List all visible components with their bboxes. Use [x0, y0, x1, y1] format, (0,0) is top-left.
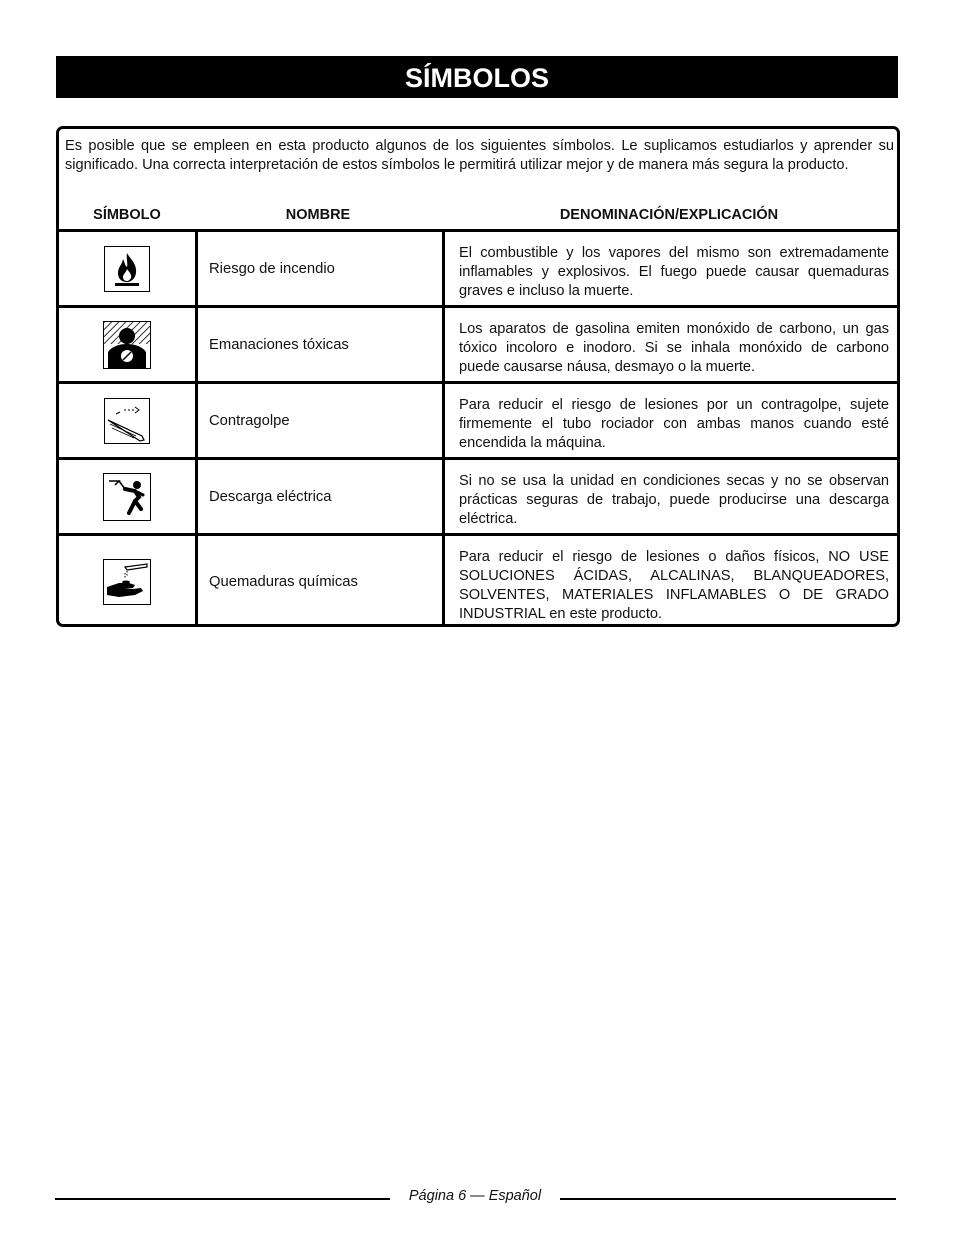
page-title: SÍMBOLOS: [56, 56, 898, 98]
symbol-cell: [59, 536, 198, 627]
chemical-burn-icon: [103, 559, 151, 605]
table-row: [59, 533, 897, 627]
row-description: Los aparatos de gasolina emiten monóxido de carbono, un gas tóxico incoloro e inodoro. Si se inhala monóxido de carbono puede causarse náusa, desmayo o la muerte.: [459, 321, 889, 375]
table-row: [59, 229, 897, 305]
symbol-cell: [59, 460, 198, 533]
symbol-cell: [59, 308, 198, 381]
header-name: NOMBRE: [285, 207, 351, 223]
intro-text: Es posible que se empleen en esta producto algunos de los siguientes símbolos. Le suplicamos estudiarlos y aprender su significado. Una correcta interpretación de estos símbolos le permitirá utilizar mejor y de manera más segura la producto.: [65, 138, 894, 173]
symbol-cell: [59, 232, 198, 305]
header-description: DENOMINACIÓN/EXPLICACIÓN: [559, 207, 779, 223]
table-row: [59, 381, 897, 457]
electric-shock-icon: [103, 473, 151, 521]
symbols-panel: [56, 126, 900, 627]
header-symbol: SÍMBOLO: [93, 207, 161, 223]
row-description: El combustible y los vapores del mismo son extremadamente inflamables y explosivos. El fuego puede causar quemaduras graves e incluso la muerte.: [459, 245, 889, 299]
table-row: [59, 457, 897, 533]
row-description: Si no se usa la unidad en condiciones secas y no se observan prácticas seguras de trabajo, puede producirse una descarga eléctrica.: [459, 473, 889, 527]
row-name: Emanaciones tóxicas: [198, 308, 445, 381]
footer-rule-left: [55, 1198, 390, 1200]
row-name: Descarga eléctrica: [198, 460, 445, 533]
footer-rule-right: [560, 1198, 896, 1200]
row-name: Riesgo de incendio: [198, 232, 445, 305]
symbol-cell: [59, 384, 198, 457]
toxic-fumes-icon: [103, 321, 151, 369]
kickback-icon: [104, 398, 150, 444]
fire-hazard-icon: [104, 246, 150, 292]
row-description: Para reducir el riesgo de lesiones o daños físicos, NO USE SOLUCIONES ÁCIDAS, ALCALINAS, BLANQUEADORES, SOLVENTES, MATERIALES INFLAMABLES O DE GRADO INDUSTRIAL en este producto.: [459, 548, 889, 622]
page-footer: Página 6 — Español: [408, 1188, 542, 1204]
row-name: Contragolpe: [198, 384, 445, 457]
row-name: Quemaduras químicas: [198, 536, 445, 627]
table-row: [59, 305, 897, 381]
row-description: Para reducir el riesgo de lesiones por un contragolpe, sujete firmemente el tubo rociador con ambas manos cuando esté encendida la máquina.: [459, 397, 889, 451]
